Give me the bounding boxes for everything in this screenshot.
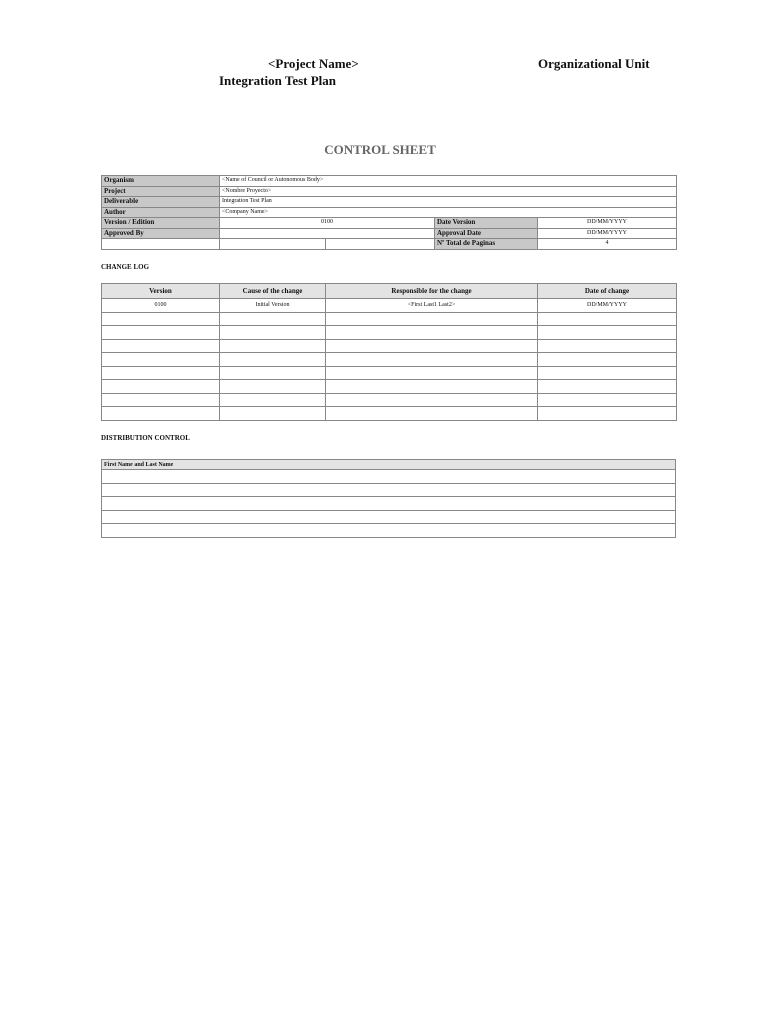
table-row	[102, 366, 677, 380]
column-header-date: Date of change	[538, 284, 677, 299]
author-value: <Company Name>	[220, 207, 677, 218]
column-header-cause: Cause of the change	[220, 284, 326, 299]
control-sheet-table	[101, 175, 677, 250]
change-log-title: CHANGE LOG	[101, 263, 150, 271]
column-header-version: Version	[102, 284, 220, 299]
cause-cell: Initial Version	[220, 299, 326, 313]
column-header-name: First Name and Last Name	[102, 460, 676, 470]
project-name: <Project Name>	[268, 56, 359, 71]
organism-value: <Name of Council or Autonomous Body>	[220, 176, 677, 187]
control-row-author	[102, 207, 677, 218]
control-row-deliverable	[102, 197, 677, 208]
approved-by-label: Approved By	[102, 228, 220, 239]
table-row	[102, 326, 677, 340]
table-row	[102, 393, 677, 407]
version-value: 0100	[220, 218, 435, 229]
distribution-control-title: DISTRIBUTION CONTROL	[101, 434, 190, 442]
date-cell: DD/MM/YYYY	[538, 299, 677, 313]
column-header-responsible: Responsible for the change	[326, 284, 538, 299]
organism-label: Organism	[102, 176, 220, 187]
empty-cell	[102, 239, 220, 250]
approval-date-label: Approval Date	[435, 228, 538, 239]
control-row-version	[102, 218, 677, 229]
organizational-unit: Organizational Unit	[538, 56, 650, 71]
deliverable-value: Integration Test Plan	[220, 197, 677, 208]
control-row-pages	[102, 239, 677, 250]
project-value: <Nombre Proyecto>	[220, 186, 677, 197]
empty-cell	[220, 239, 326, 250]
approval-date-value: DD/MM/YYYY	[538, 228, 677, 239]
author-label: Author	[102, 207, 220, 218]
total-pages-label: Nº Total de Paginas	[435, 239, 538, 250]
control-row-approved	[102, 228, 677, 239]
table-row	[102, 407, 677, 421]
deliverable-label: Deliverable	[102, 197, 220, 208]
table-row	[102, 353, 677, 367]
table-row	[102, 339, 677, 353]
total-pages-value: 4	[538, 239, 677, 250]
responsible-cell: <First Last1 Last2>	[326, 299, 538, 313]
table-row	[102, 524, 676, 538]
table-row	[102, 510, 676, 524]
table-row	[102, 380, 677, 394]
change-log-table	[101, 283, 677, 421]
table-row	[102, 497, 676, 511]
date-version-value: DD/MM/YYYY	[538, 218, 677, 229]
control-sheet-title: CONTROL SHEET	[324, 142, 436, 157]
table-row	[102, 312, 677, 326]
approved-by-value	[220, 228, 435, 239]
empty-cell	[326, 239, 435, 250]
version-cell: 0100	[102, 299, 220, 313]
date-version-label: Date Version	[435, 218, 538, 229]
distribution-header	[102, 460, 676, 470]
table-row	[102, 470, 676, 484]
document-title: Integration Test Plan	[219, 73, 337, 88]
control-row-organism	[102, 176, 677, 187]
control-row-project	[102, 186, 677, 197]
table-row	[102, 483, 676, 497]
version-label: Version / Edition	[102, 218, 220, 229]
table-row	[102, 299, 677, 313]
distribution-table	[101, 459, 676, 538]
change-log-header	[102, 284, 677, 299]
project-label: Project	[102, 186, 220, 197]
